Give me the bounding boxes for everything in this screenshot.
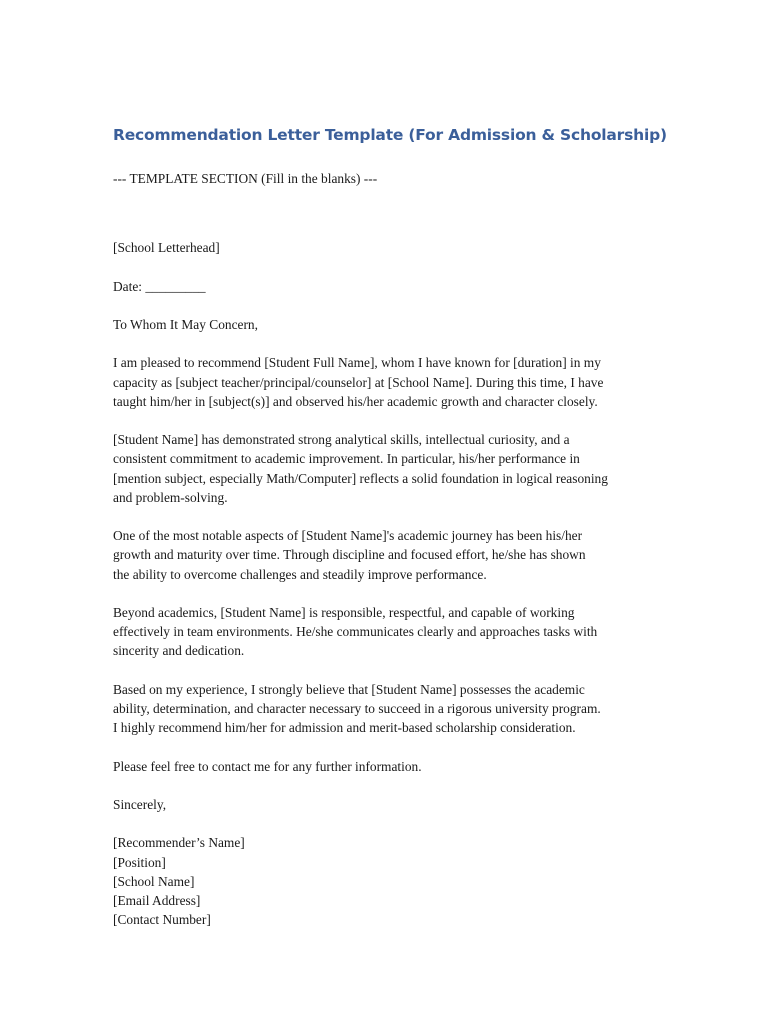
paragraph-line: Based on my experience, I strongly believe that [Student Name] possesses the academic — [113, 681, 585, 697]
paragraph-line: consistent commitment to academic improvement. In particular, his/her performance in — [113, 451, 580, 467]
date-line: Date: _________ — [113, 278, 206, 294]
paragraph-line: I highly recommend him/her for admission and merit-based scholarship consideration. — [113, 720, 576, 736]
paragraph-character — [113, 603, 673, 661]
paragraph-line: I am pleased to recommend [Student Full Name], whom I have known for [duration] in my — [113, 355, 601, 371]
school-name-placeholder: [School Name] — [113, 873, 195, 889]
paragraph-line: and problem-solving. — [113, 489, 228, 505]
paragraph-line: sincerity and dedication. — [113, 643, 245, 659]
paragraph-growth — [113, 526, 673, 584]
paragraph-line: taught him/her in [subject(s)] and observed his/her academic growth and character closely. — [113, 393, 598, 409]
closing-line: Please feel free to contact me for any further information. — [113, 758, 422, 774]
paragraph-line: capacity as [subject teacher/principal/counselor] at [School Name]. During this time, I have — [113, 374, 604, 390]
document-title: Recommendation Letter Template (For Admission & Scholarship) — [113, 126, 667, 144]
salutation: To Whom It May Concern, — [113, 316, 258, 332]
paragraph-line: Beyond academics, [Student Name] is responsible, respectful, and capable of working — [113, 604, 575, 620]
signature-block — [113, 833, 673, 929]
contact-number-placeholder: [Contact Number] — [113, 912, 211, 928]
paragraph-line: One of the most notable aspects of [Student Name]'s academic journey has been his/her — [113, 528, 583, 544]
paragraph-line: ability, determination, and character necessary to succeed in a rigorous university program. — [113, 700, 601, 716]
paragraph-introduction — [113, 353, 673, 411]
paragraph-line: growth and maturity over time. Through discipline and focused effort, he/she has shown — [113, 547, 586, 563]
recommender-name-placeholder: [Recommender’s Name] — [113, 835, 245, 851]
paragraph-line: effectively in team environments. He/she communicates clearly and approaches tasks with — [113, 624, 598, 640]
position-placeholder: [Position] — [113, 854, 166, 870]
sign-off: Sincerely, — [113, 796, 167, 812]
school-letterhead-placeholder: [School Letterhead] — [113, 240, 220, 256]
paragraph-line: [Student Name] has demonstrated strong analytical skills, intellectual curiosity, and a — [113, 432, 570, 448]
paragraph-skills — [113, 430, 673, 507]
template-section-label: --- TEMPLATE SECTION (Fill in the blanks) --- — [113, 171, 378, 186]
paragraph-line: the ability to overcome challenges and steadily improve performance. — [113, 566, 487, 582]
letter-content — [113, 122, 673, 929]
paragraph-recommendation — [113, 680, 673, 738]
paragraph-line: [mention subject, especially Math/Computer] reflects a solid foundation in logical reasoning — [113, 470, 608, 486]
email-address-placeholder: [Email Address] — [113, 892, 201, 908]
